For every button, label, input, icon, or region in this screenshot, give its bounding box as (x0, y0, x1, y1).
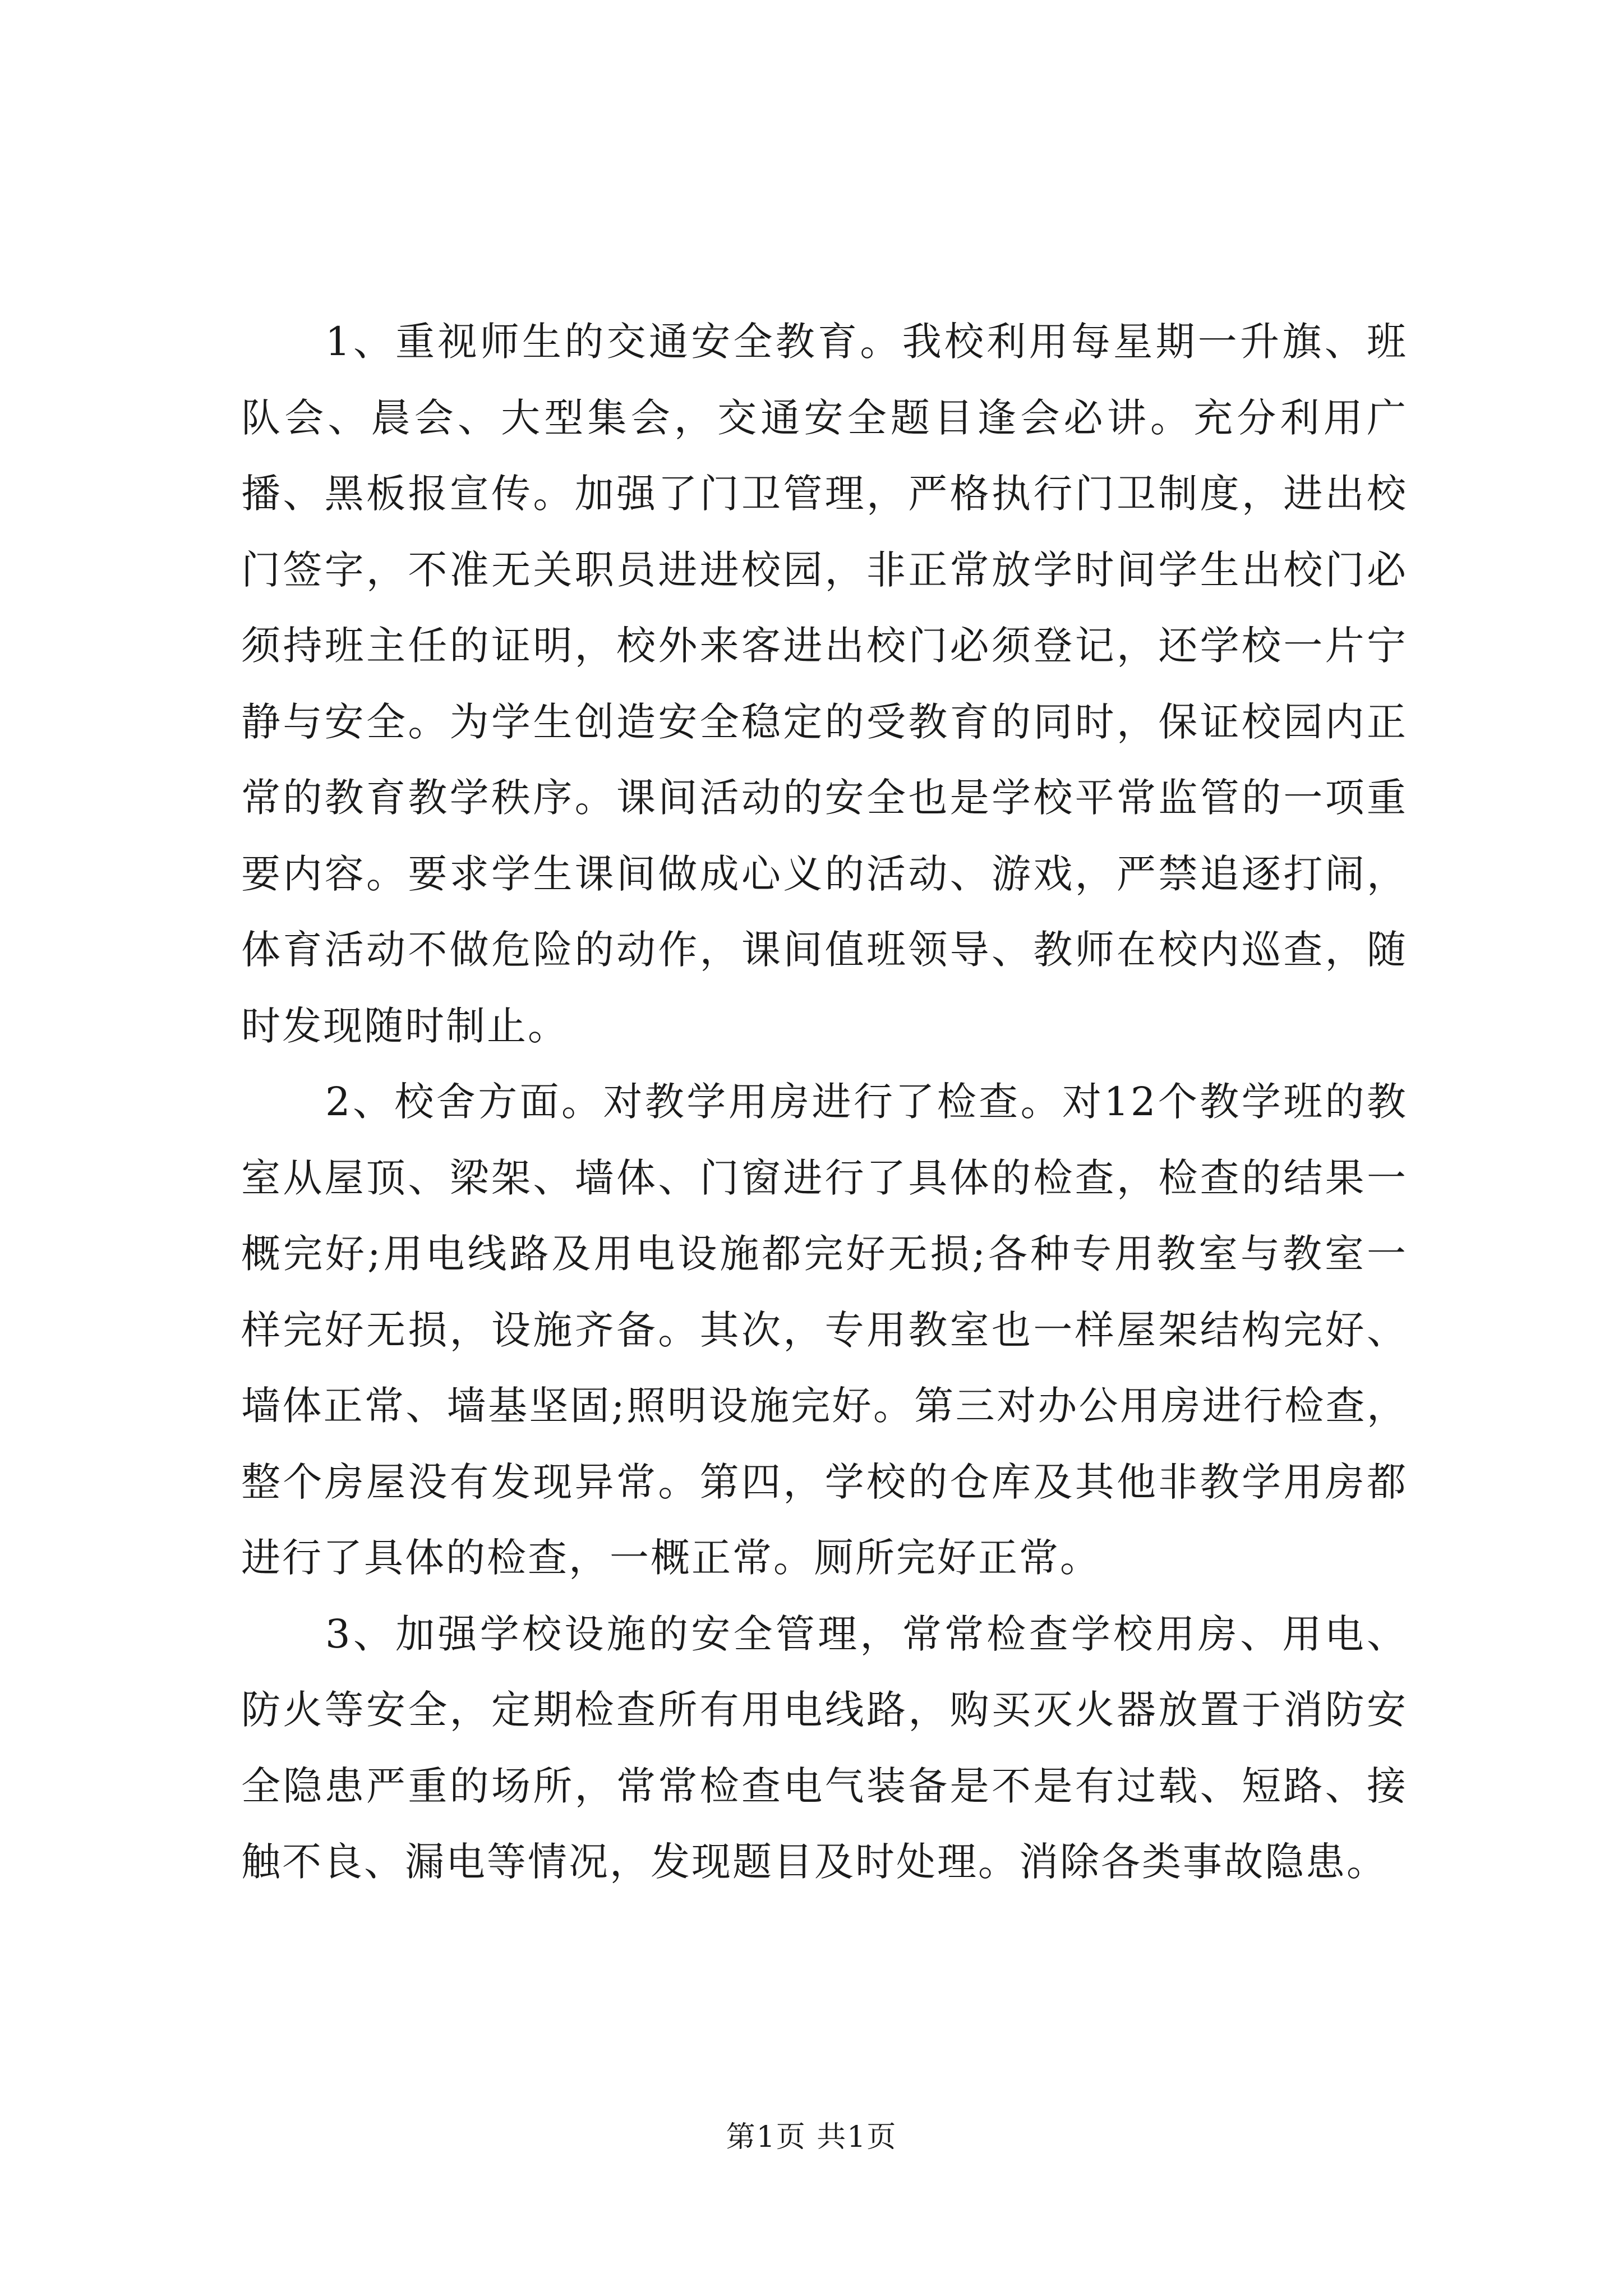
paragraph-1: 1、重视师生的交通安全教育。我校利用每星期一升旗、班队会、晨会、大型集会，交通安全题目逢会必讲。充分利用广播、黑板报宣传。加强了门卫管理，严格执行门卫制度，进出校门签字，不准无关职员进进校园，非正常放学时间学生出校门必须持班主任的证明，校外来客进出校门必须登记，还学校一片宁静与安全。为学生创造安全稳定的受教育的同时，保证校园内正常的教育教学秩序。课间活动的安全也是学校平常监管的一项重要内容。要求学生课间做成心义的活动、游戏，严禁追逐打闹，体育活动不做危险的动作，课间值班领导、教师在校内巡查，随时发现随时制止。 (241, 319, 1408, 1049)
document-body (241, 304, 1408, 1901)
page-footer: 第1页 共1页 (726, 2120, 897, 2154)
paragraph-2: 2、校舍方面。对教学用房进行了检查。对12个教学班的教室从屋顶、梁架、墙体、门窗进行了具体的检查，检查的结果一概完好;用电线路及用电设施都完好无损;各种专用教室与教室一样完好无损，设施齐备。其次，专用教室也一样屋架结构完好、墙体正常、墙基坚固;照明设施完好。第三对办公用房进行检查，整个房屋没有发现异常。第四，学校的仓库及其他非教学用房都进行了具体的检查，一概正常。厕所完好正常。 (241, 1079, 1408, 1581)
paragraph-3: 3、加强学校设施的安全管理，常常检查学校用房、用电、防火等安全，定期检查所有用电线路，购买灭火器放置于消防安全隐患严重的场所，常常检查电气装备是不是有过载、短路、接触不良、漏电等情况，发现题目及时处理。消除各类事故隐患。 (241, 1611, 1408, 1885)
